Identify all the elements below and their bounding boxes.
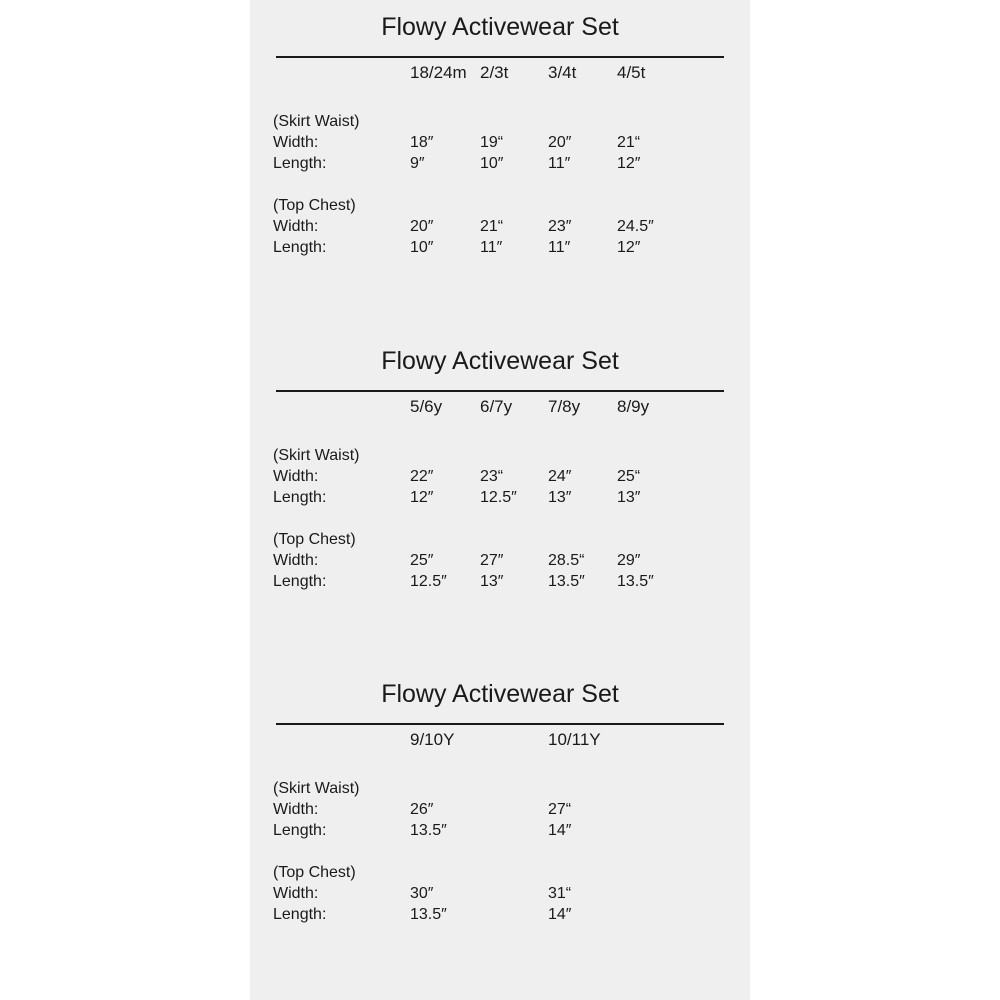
size-header: 18/24m: [410, 63, 467, 82]
size-chart-3: [250, 667, 750, 967]
table-cell: 11″: [548, 155, 571, 172]
table-cell: 12″: [617, 155, 641, 172]
table-cell: 29″: [617, 552, 641, 569]
row-label: Length:: [273, 155, 327, 172]
table-cell: 28.5“: [548, 552, 585, 569]
table-cell: 25“: [617, 468, 641, 485]
table-cell: 13.5″: [548, 573, 585, 590]
table-cell: 14″: [548, 822, 572, 839]
row-label: Length:: [273, 489, 327, 506]
size-chart-2: [250, 334, 750, 634]
table-cell: 22″: [410, 468, 434, 485]
size-header: 5/6y: [410, 397, 443, 416]
size-header: 3/4t: [548, 63, 577, 82]
table-cell: 24.5″: [617, 218, 654, 235]
table-cell: 13″: [617, 489, 641, 506]
table-cell: 10″: [410, 239, 434, 256]
size-header: 6/7y: [480, 397, 513, 416]
row-label: Width:: [273, 552, 319, 569]
section-heading: (Top Chest): [273, 531, 356, 548]
size-header: 7/8y: [548, 397, 581, 416]
table-cell: 25″: [410, 552, 434, 569]
row-label: Width:: [273, 885, 319, 902]
chart-title: Flowy Activewear Set: [381, 680, 619, 708]
table-cell: 10″: [480, 155, 504, 172]
size-chart-panel: [250, 0, 750, 1000]
table-cell: 27″: [480, 552, 504, 569]
chart-title: Flowy Activewear Set: [381, 13, 619, 41]
section-heading: (Skirt Waist): [273, 113, 360, 130]
title-divider: [276, 56, 724, 58]
table-cell: 18″: [410, 134, 434, 151]
table-cell: 23“: [480, 468, 504, 485]
size-header: 8/9y: [617, 397, 650, 416]
table-cell: 20″: [410, 218, 434, 235]
section-heading: (Top Chest): [273, 197, 356, 214]
section-heading: (Skirt Waist): [273, 780, 360, 797]
row-label: Length:: [273, 822, 327, 839]
row-label: Width:: [273, 801, 319, 818]
section-heading: (Top Chest): [273, 864, 356, 881]
table-cell: 23″: [548, 218, 572, 235]
table-cell: 13″: [480, 573, 504, 590]
table-cell: 12″: [410, 489, 434, 506]
size-header: 10/11Y: [548, 730, 601, 749]
size-chart-1: [250, 0, 750, 300]
row-label: Length:: [273, 239, 327, 256]
section-heading: (Skirt Waist): [273, 447, 360, 464]
table-cell: 9″: [410, 155, 425, 172]
row-label: Length:: [273, 906, 327, 923]
row-label: Width:: [273, 134, 319, 151]
table-cell: 21“: [480, 218, 504, 235]
table-cell: 12.5″: [480, 489, 517, 506]
table-cell: 24″: [548, 468, 572, 485]
table-cell: 13.5″: [410, 822, 447, 839]
table-cell: 13.5″: [410, 906, 447, 923]
table-cell: 19“: [480, 134, 504, 151]
table-cell: 13″: [548, 489, 572, 506]
table-cell: 13.5″: [617, 573, 654, 590]
table-cell: 12.5″: [410, 573, 447, 590]
row-label: Length:: [273, 573, 327, 590]
table-cell: 20″: [548, 134, 572, 151]
table-cell: 11″: [480, 239, 503, 256]
row-label: Width:: [273, 468, 319, 485]
table-cell: 27“: [548, 801, 572, 818]
table-cell: 31“: [548, 885, 572, 902]
title-divider: [276, 723, 724, 725]
table-cell: 30″: [410, 885, 434, 902]
size-header: 4/5t: [617, 63, 646, 82]
table-cell: 14″: [548, 906, 572, 923]
row-label: Width:: [273, 218, 319, 235]
table-cell: 12″: [617, 239, 641, 256]
table-cell: 26″: [410, 801, 434, 818]
table-cell: 21“: [617, 134, 641, 151]
size-header: 9/10Y: [410, 730, 455, 749]
size-header: 2/3t: [480, 63, 509, 82]
chart-title: Flowy Activewear Set: [381, 347, 619, 375]
title-divider: [276, 390, 724, 392]
table-cell: 11″: [548, 239, 571, 256]
